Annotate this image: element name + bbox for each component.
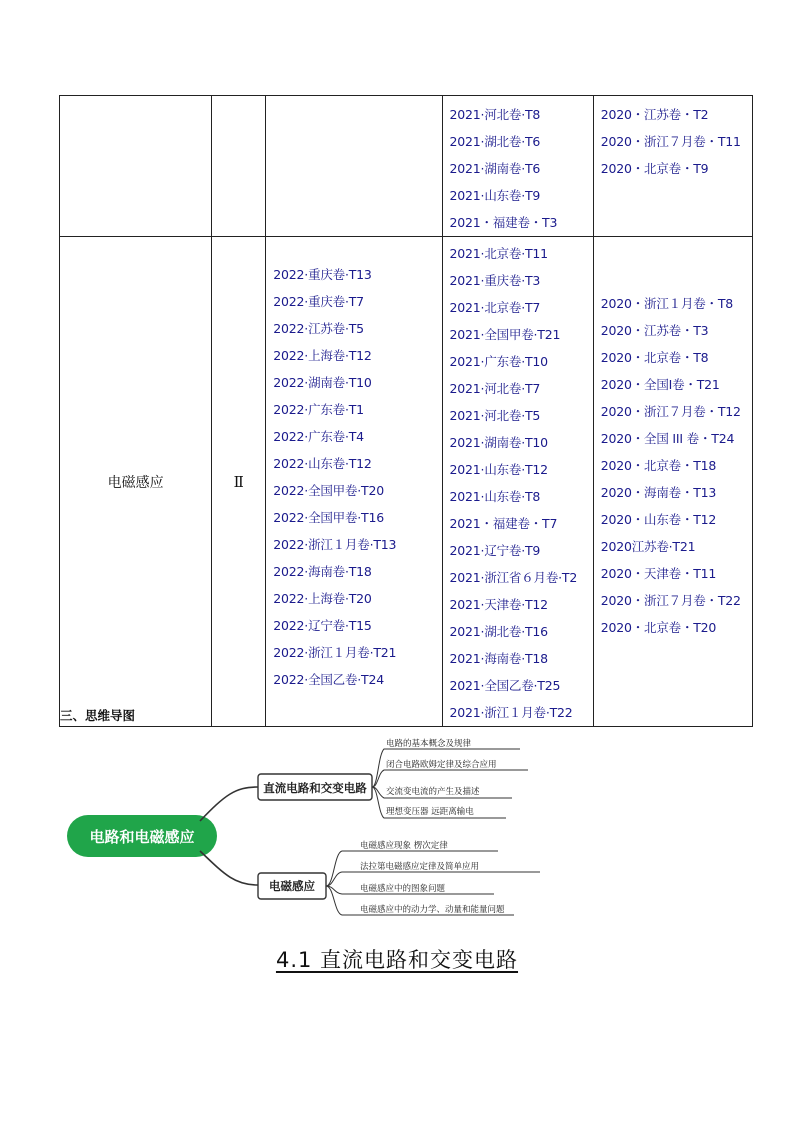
year-2020-cell xyxy=(593,96,752,237)
exam-reference: 2022·全国甲卷·T16 xyxy=(273,510,384,525)
mindmap-leaf: 电磁感应中的动力学、动量和能量问题 xyxy=(360,905,505,915)
exam-reference: 2022·海南卷·T18 xyxy=(273,564,372,579)
year-2020-cell xyxy=(593,237,752,727)
mindmap-leaf: 闭合电路欧姆定律及综合应用 xyxy=(386,760,497,770)
exam-reference: 2022·上海卷·T12 xyxy=(273,348,372,363)
mindmap-leaf: 法拉第电磁感应定律及简单应用 xyxy=(360,862,480,872)
exam-reference: 2021·重庆卷·T3 xyxy=(449,273,541,288)
exam-reference: 2022·重庆卷·T7 xyxy=(273,294,364,309)
exam-reference: 2021·河北卷·T8 xyxy=(449,107,541,122)
mind-map xyxy=(0,725,794,935)
exam-reference: 2021·河北卷·T7 xyxy=(449,381,541,396)
exam-reference: 2021·广东卷·T10 xyxy=(449,354,548,369)
exam-reference: 2020・浙江１月卷・T8 xyxy=(600,296,734,311)
year-2021-cell xyxy=(442,237,593,727)
exam-reference: 2020・天津卷・T11 xyxy=(600,566,717,581)
level-cell: Ⅱ xyxy=(212,237,266,727)
exam-reference: 2021·湖南卷·T6 xyxy=(449,161,541,176)
exam-reference: 2022·山东卷·T12 xyxy=(273,456,372,471)
mindmap-leaf: 电路的基本概念及规律 xyxy=(386,739,472,749)
chapter-title: 4.1 直流电路和交变电路 xyxy=(275,948,519,972)
mindmap-leaf: 交流变电流的产生及描述 xyxy=(386,787,480,797)
year-2021-cell xyxy=(442,96,593,237)
mindmap-connector xyxy=(200,851,258,885)
exam-reference: 2021·山东卷·T8 xyxy=(449,489,541,504)
exam-reference: 2020江苏卷·T21 xyxy=(600,539,696,554)
section-title: 三、思维导图 xyxy=(60,708,136,723)
exam-reference: 2020・江苏卷・T3 xyxy=(600,323,709,338)
exam-reference: 2020・浙江７月卷・T11 xyxy=(600,134,741,149)
exam-reference: 2020・北京卷・T18 xyxy=(600,458,717,473)
exam-reference: 2020・全国 III 卷・T24 xyxy=(600,431,735,446)
mindmap-leaf: 电磁感应中的图象问题 xyxy=(360,884,446,894)
year-2022-cell xyxy=(266,237,442,727)
exam-reference: 2022·辽宁卷·T15 xyxy=(273,618,372,633)
exam-reference: 2021·山东卷·T12 xyxy=(449,462,548,477)
table-row xyxy=(60,96,753,237)
exam-reference: 2021·浙江１月卷·T22 xyxy=(449,705,573,720)
exam-reference: 2020・北京卷・T8 xyxy=(600,350,709,365)
mindmap-connector xyxy=(200,787,258,821)
mindmap-branch-label: 直流电路和交变电路 xyxy=(263,781,367,795)
exam-reference: 2021·浙江省６月卷·T2 xyxy=(449,570,578,585)
exam-reference: 2022·全国乙卷·T24 xyxy=(273,672,384,687)
exam-reference: 2021·天津卷·T12 xyxy=(449,597,548,612)
exam-reference: 2021·湖北卷·T6 xyxy=(449,134,541,149)
topic-cell xyxy=(60,96,212,237)
exam-reference: 2022·重庆卷·T13 xyxy=(273,267,372,282)
exam-reference: 2020・北京卷・T20 xyxy=(600,620,717,635)
exam-reference: 2022·广东卷·T1 xyxy=(273,402,364,417)
exam-reference: 2021·全国甲卷·T21 xyxy=(449,327,561,342)
exam-reference: 2022·湖南卷·T10 xyxy=(273,375,372,390)
exam-reference: 2022·浙江１月卷·T13 xyxy=(273,537,397,552)
exam-reference: 2021·全国乙卷·T25 xyxy=(449,678,561,693)
exam-reference: 2020・全国Ⅰ卷・T21 xyxy=(600,377,720,392)
mindmap-root-label: 电路和电磁感应 xyxy=(89,828,195,846)
exam-reference: 2021·湖北卷·T16 xyxy=(449,624,548,639)
exam-topic-table xyxy=(59,95,753,727)
table-row xyxy=(60,237,753,727)
year-2022-cell xyxy=(266,96,442,237)
exam-reference: 2021·湖南卷·T10 xyxy=(449,435,548,450)
topic-cell: 电磁感应 xyxy=(60,237,212,727)
exam-reference: 2020・北京卷・T9 xyxy=(600,161,709,176)
exam-reference: 2021·辽宁卷·T9 xyxy=(449,543,541,558)
exam-reference: 2022·上海卷·T20 xyxy=(273,591,372,606)
exam-reference: 2021·山东卷·T9 xyxy=(449,188,541,203)
mindmap-connector xyxy=(372,770,528,787)
level-cell xyxy=(212,96,266,237)
exam-reference: 2022·浙江１月卷·T21 xyxy=(273,645,397,660)
mindmap-leaf: 理想变压器 远距离输电 xyxy=(386,807,474,817)
mindmap-branch-label: 电磁感应 xyxy=(269,879,315,893)
mindmap-leaf: 电磁感应现象 楞次定律 xyxy=(360,841,448,851)
exam-reference: 2020・浙江７月卷・T12 xyxy=(600,404,741,419)
exam-reference: 2021・福建卷・T3 xyxy=(449,215,558,230)
exam-reference: 2020・山东卷・T12 xyxy=(600,512,717,527)
exam-reference: 2021·北京卷·T7 xyxy=(449,300,541,315)
exam-reference: 2021·河北卷·T5 xyxy=(449,408,541,423)
exam-reference: 2020・浙江７月卷・T22 xyxy=(600,593,741,608)
exam-reference: 2020・海南卷・T13 xyxy=(600,485,717,500)
exam-reference: 2021·海南卷·T18 xyxy=(449,651,548,666)
exam-reference: 2022·江苏卷·T5 xyxy=(273,321,364,336)
exam-reference: 2021・福建卷・T7 xyxy=(449,516,558,531)
exam-reference: 2020・江苏卷・T2 xyxy=(600,107,709,122)
exam-reference: 2021·北京卷·T11 xyxy=(449,246,548,261)
exam-reference: 2022·广东卷·T4 xyxy=(273,429,364,444)
exam-reference: 2022·全国甲卷·T20 xyxy=(273,483,384,498)
